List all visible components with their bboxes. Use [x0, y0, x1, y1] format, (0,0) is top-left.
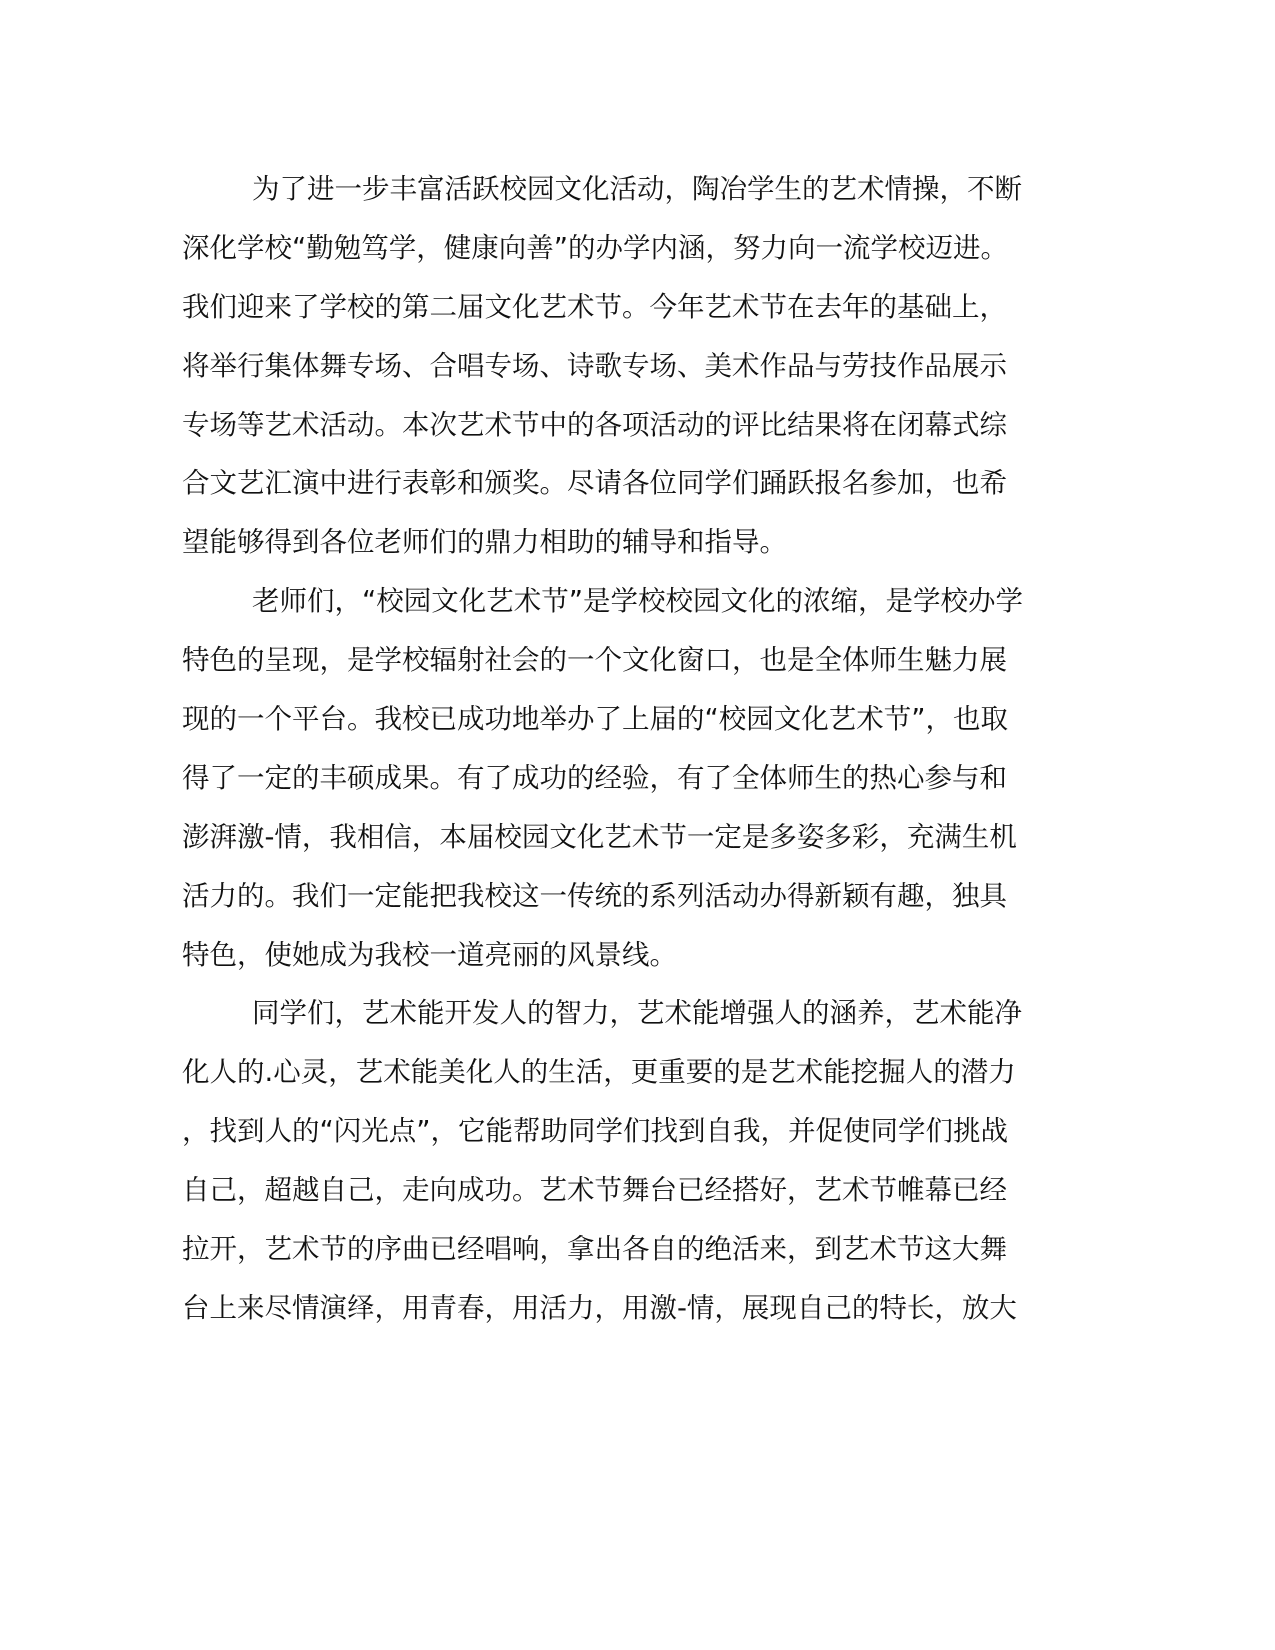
text-line: 老师们，“校园文化艺术节”是学校校园文化的浓缩，是学校办学 — [252, 585, 1023, 618]
text-line: 化人的.心灵，艺术能美化人的生活，更重要的是艺术能挖掘人的潜力 — [182, 1056, 1016, 1089]
text-line: 拉开，艺术节的序曲已经唱响，拿出各自的绝活来，到艺术节这大舞 — [182, 1233, 1007, 1266]
text-line: 合文艺汇演中进行表彰和颁奖。尽请各位同学们踊跃报名参加，也希 — [182, 467, 1007, 500]
text-line: 同学们，艺术能开发人的智力，艺术能增强人的涵养，艺术能净 — [252, 997, 1022, 1030]
text-line: 现的一个平台。我校已成功地举办了上届的“校园文化艺术节”，也取 — [182, 703, 1008, 736]
text-line: ，找到人的“闪光点”，它能帮助同学们找到自我，并促使同学们挑战 — [182, 1115, 1008, 1148]
text-line: 自己，超越自己，走向成功。艺术节舞台已经搭好，艺术节帷幕已经 — [182, 1174, 1007, 1207]
document-body — [182, 160, 1042, 1338]
text-line: 将举行集体舞专场、合唱专场、诗歌专场、美术作品与劳技作品展示 — [182, 349, 1007, 382]
paragraph-1 — [182, 160, 1042, 572]
text-line: 为了进一步丰富活跃校园文化活动，陶冶学生的艺术情操，不断 — [252, 173, 1022, 205]
text-line: 深化学校“勤勉笃学，健康向善”的办学内涵，努力向一流学校迈进。 — [182, 231, 1008, 264]
text-line: 专场等艺术活动。本次艺术节中的各项活动的评比结果将在闭幕式综 — [182, 408, 1007, 441]
text-line: 得了一定的丰硕成果。有了成功的经验，有了全体师生的热心参与和 — [182, 761, 1007, 794]
text-line: 活力的。我们一定能把我校这一传统的系列活动办得新颖有趣，独具 — [182, 879, 1007, 912]
text-line: 澎湃激-情，我相信，本届校园文化艺术节一定是多姿多彩，充满生机 — [182, 820, 1017, 853]
text-line: 台上来尽情演绎，用青春，用活力，用激-情，展现自己的特长，放大 — [182, 1291, 1017, 1324]
text-line: 望能够得到各位老师们的鼎力相助的辅导和指导。 — [182, 526, 787, 559]
text-line: 特色的呈现，是学校辐射社会的一个文化窗口，也是全体师生魅力展 — [182, 644, 1007, 677]
paragraph-3 — [182, 984, 1042, 1337]
text-line: 特色，使她成为我校一道亮丽的风景线。 — [182, 938, 677, 971]
text-line: 我们迎来了学校的第二届文化艺术节。今年艺术节在去年的基础上， — [182, 290, 1007, 323]
paragraph-2 — [182, 572, 1042, 984]
